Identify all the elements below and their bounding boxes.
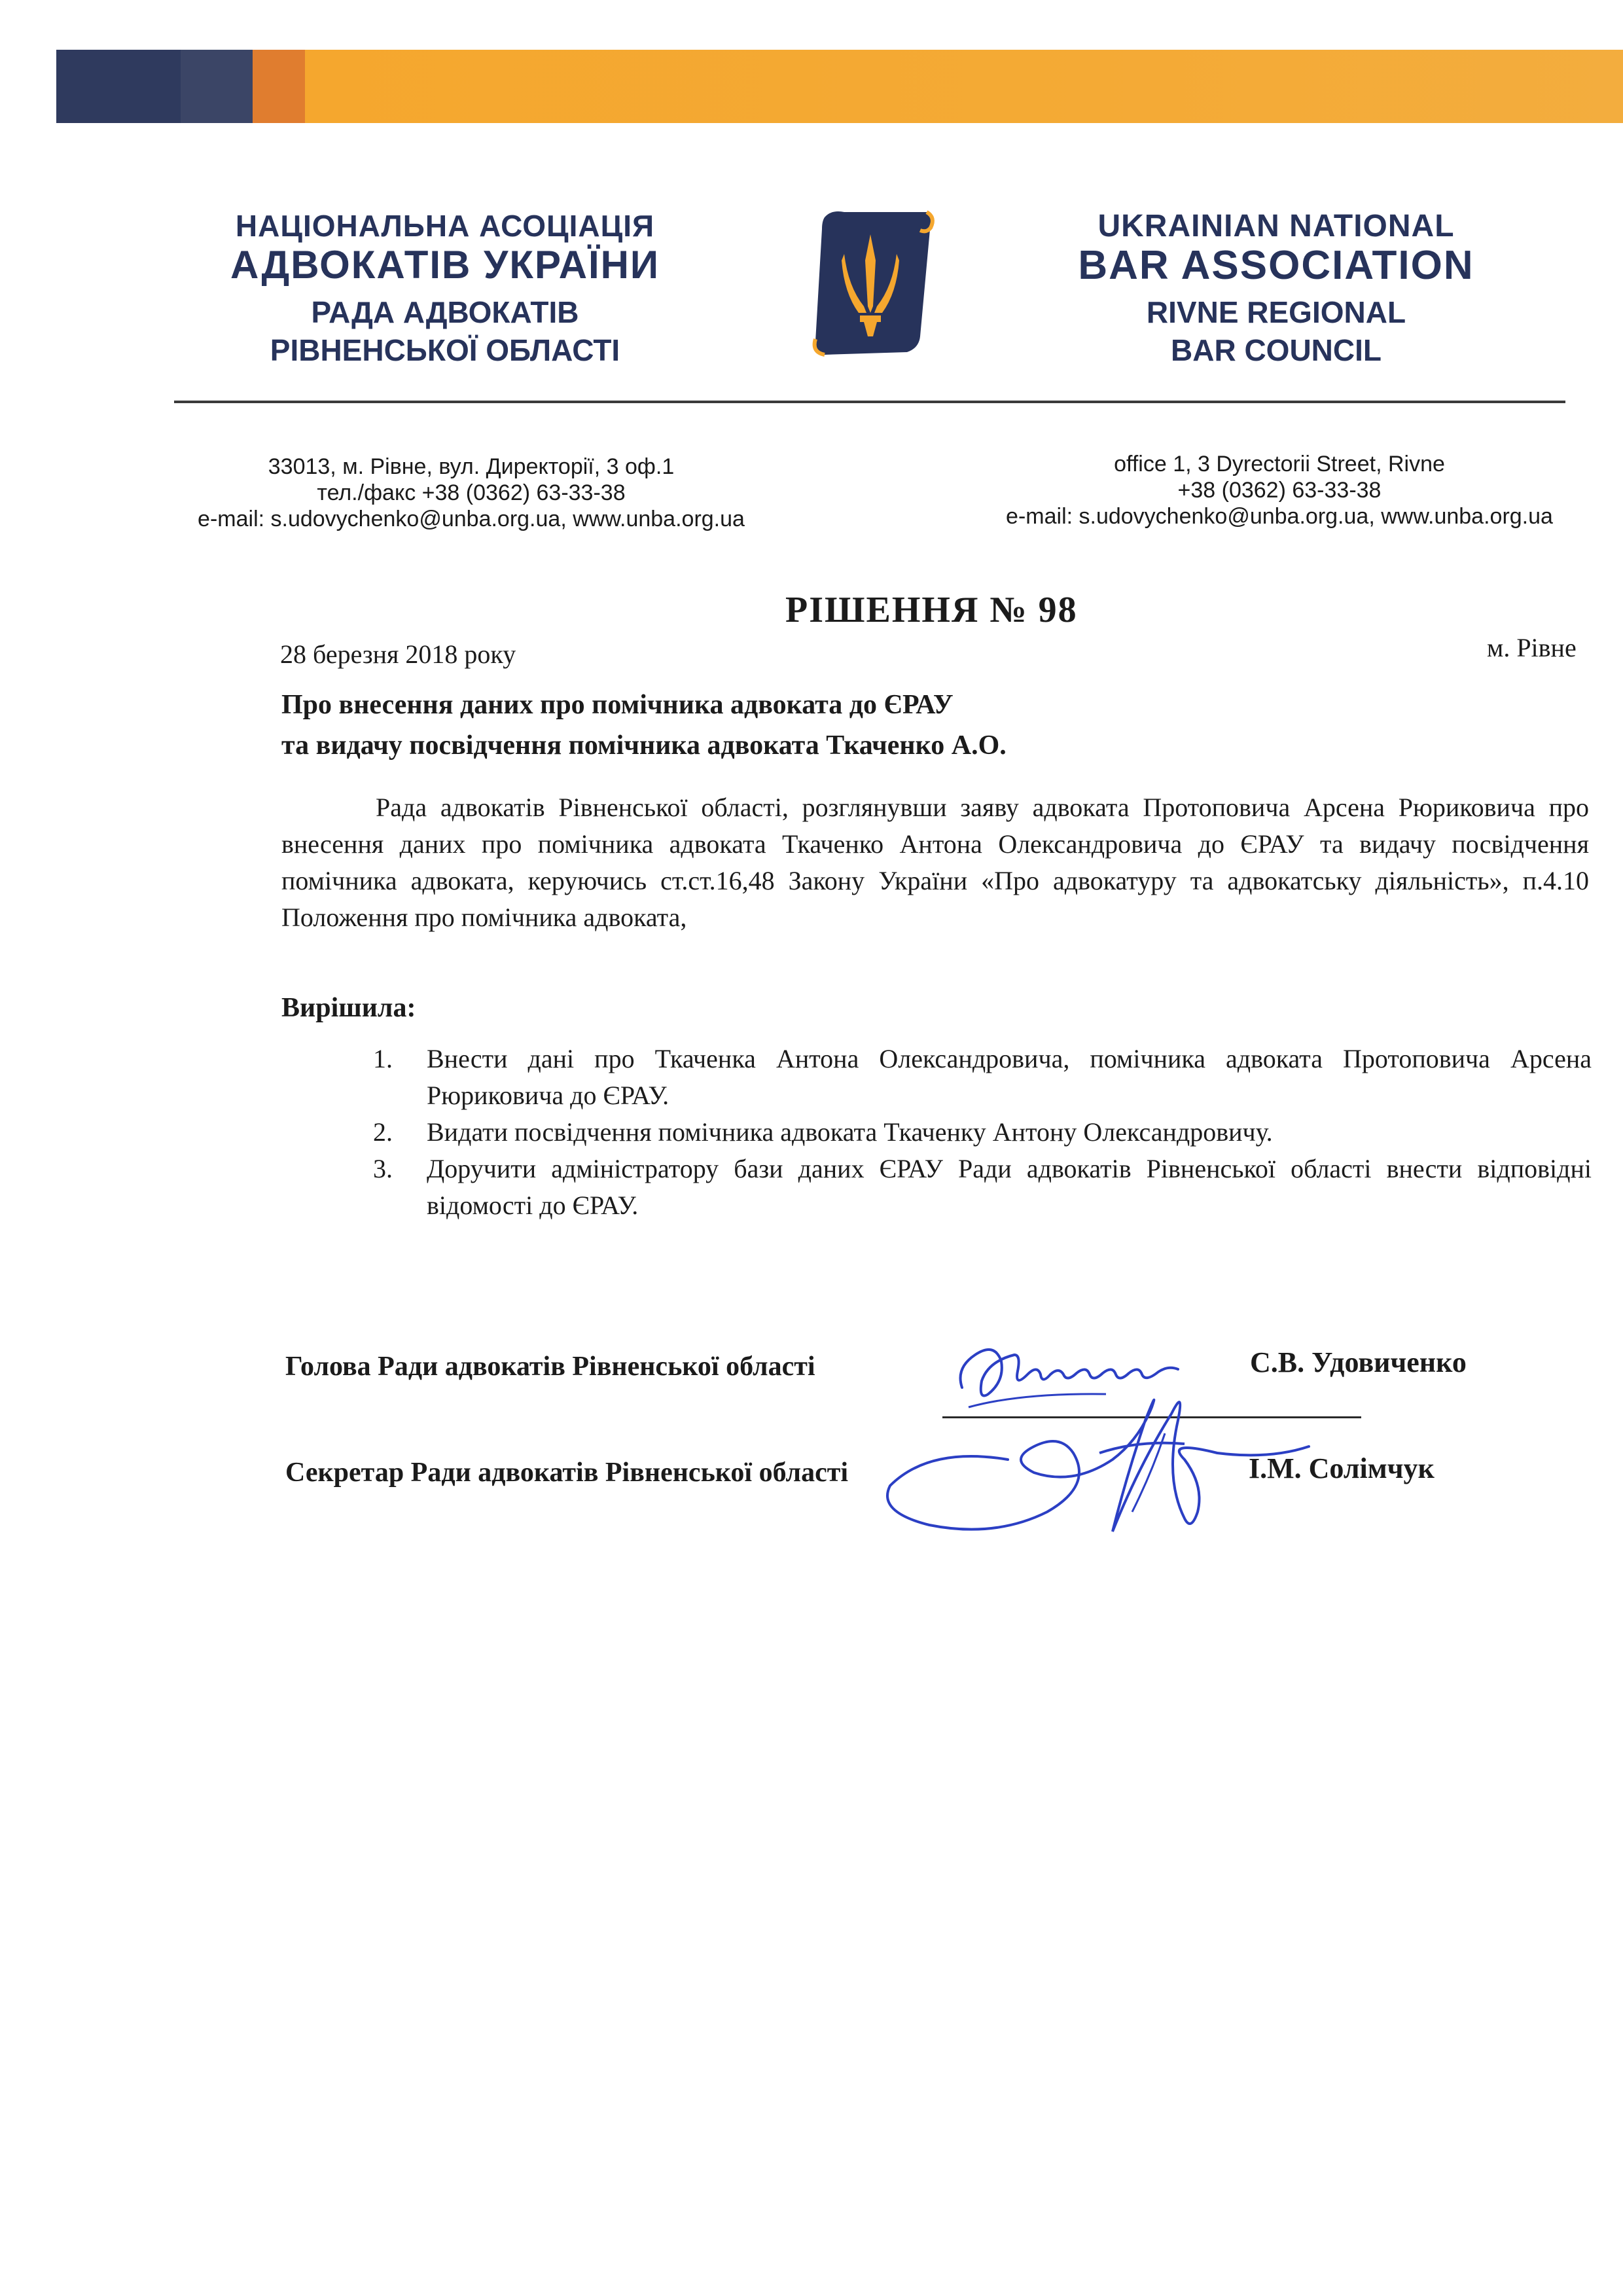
phone-en: +38 (0362) 63-33-38 bbox=[1177, 478, 1382, 503]
decision-title: РІШЕННЯ № 98 bbox=[785, 590, 1078, 630]
list-item-number: 1. bbox=[373, 1044, 393, 1073]
council-name-ua-line2: РІВНЕНСЬКОЇ ОБЛАСТІ bbox=[270, 333, 620, 367]
address-en: office 1, 3 Dyrectorii Street, Rivne bbox=[1114, 452, 1445, 476]
list-item bbox=[373, 1151, 1592, 1224]
trident-scroll-icon bbox=[805, 208, 936, 360]
list-item-text: Внести дані про Ткаченка Антона Олександровича, помічника адвоката Протоповича Арсена Рюриковича до ЄРАУ. bbox=[427, 1044, 1592, 1110]
council-name-en-line2: BAR COUNCIL bbox=[1171, 333, 1382, 367]
org-name-ua-line1: НАЦІОНАЛЬНА АСОЦІАЦІЯ bbox=[235, 209, 655, 243]
phone-ua: тел./факс +38 (0362) 63-33-38 bbox=[317, 480, 626, 505]
decision-body-text: Рада адвокатів Рівненської області, розглянувши заяву адвоката Протоповича Арсена Рюриковича про внесення даних про помічника адвоката Ткаченко Антона Олександровича до ЄРАУ та видачу посвідчення помічника адвоката, керуючись ст.ст.16,48 Закону України «Про адвокатуру та адвокатську діяльність», п.4.10 Положення про помічника адвоката, bbox=[281, 793, 1589, 932]
email-en: e-mail: s.udovychenko@unba.org.ua, www.unba.org.ua bbox=[1006, 504, 1553, 529]
resolved-label: Вирішила: bbox=[281, 993, 416, 1023]
decision-city: м. Рівне bbox=[1487, 633, 1577, 662]
subject-line-2: та видачу посвідчення помічника адвоката Ткаченко А.О. bbox=[281, 730, 1007, 761]
chair-title: Голова Ради адвокатів Рівненської області bbox=[285, 1352, 815, 1382]
address-ua: 33013, м. Рівне, вул. Директорії, 3 оф.1 bbox=[268, 454, 675, 479]
resolution-list bbox=[373, 1041, 1592, 1224]
secretary-signature-image bbox=[877, 1361, 1335, 1558]
list-item bbox=[373, 1114, 1592, 1151]
council-name-ua-line1: РАДА АДВОКАТІВ bbox=[311, 295, 579, 329]
chair-name: С.В. Удовиченко bbox=[1250, 1346, 1467, 1378]
email-ua: e-mail: s.udovychenko@unba.org.ua, www.unba.org.ua bbox=[198, 507, 745, 531]
secretary-name: І.М. Солімчук bbox=[1249, 1452, 1435, 1484]
org-name-ua-line2: АДВОКАТІВ УКРАЇНИ bbox=[230, 243, 660, 287]
band-orange-segment bbox=[253, 50, 305, 123]
org-name-en-line1: UKRAINIAN NATIONAL bbox=[1097, 209, 1455, 243]
decision-subject bbox=[281, 685, 1525, 766]
org-name-en-line2: BAR ASSOCIATION bbox=[1078, 243, 1474, 288]
secretary-title: Секретар Ради адвокатів Рівненської області bbox=[285, 1458, 849, 1488]
council-name-en-line1: RIVNE REGIONAL bbox=[1146, 295, 1406, 329]
band-navy-segment bbox=[56, 50, 181, 123]
header-divider bbox=[174, 401, 1565, 403]
decision-body bbox=[281, 789, 1589, 936]
decision-date: 28 березня 2018 року bbox=[280, 639, 516, 669]
list-item-number: 2. bbox=[373, 1117, 393, 1147]
list-item bbox=[373, 1041, 1592, 1114]
list-item-text: Видати посвідчення помічника адвоката Ткаченку Антону Олександровичу. bbox=[427, 1117, 1273, 1147]
list-item-number: 3. bbox=[373, 1154, 393, 1183]
band-navy-segment-2 bbox=[181, 50, 253, 123]
band-gold-segment bbox=[305, 50, 1623, 123]
subject-line-1: Про внесення даних про помічника адвоката до ЄРАУ bbox=[281, 690, 954, 720]
list-item-text: Доручити адміністратору бази даних ЄРАУ Ради адвокатів Рівненської області внести відповідні відомості до ЄРАУ. bbox=[427, 1154, 1592, 1220]
letterhead-color-band bbox=[56, 50, 1623, 123]
